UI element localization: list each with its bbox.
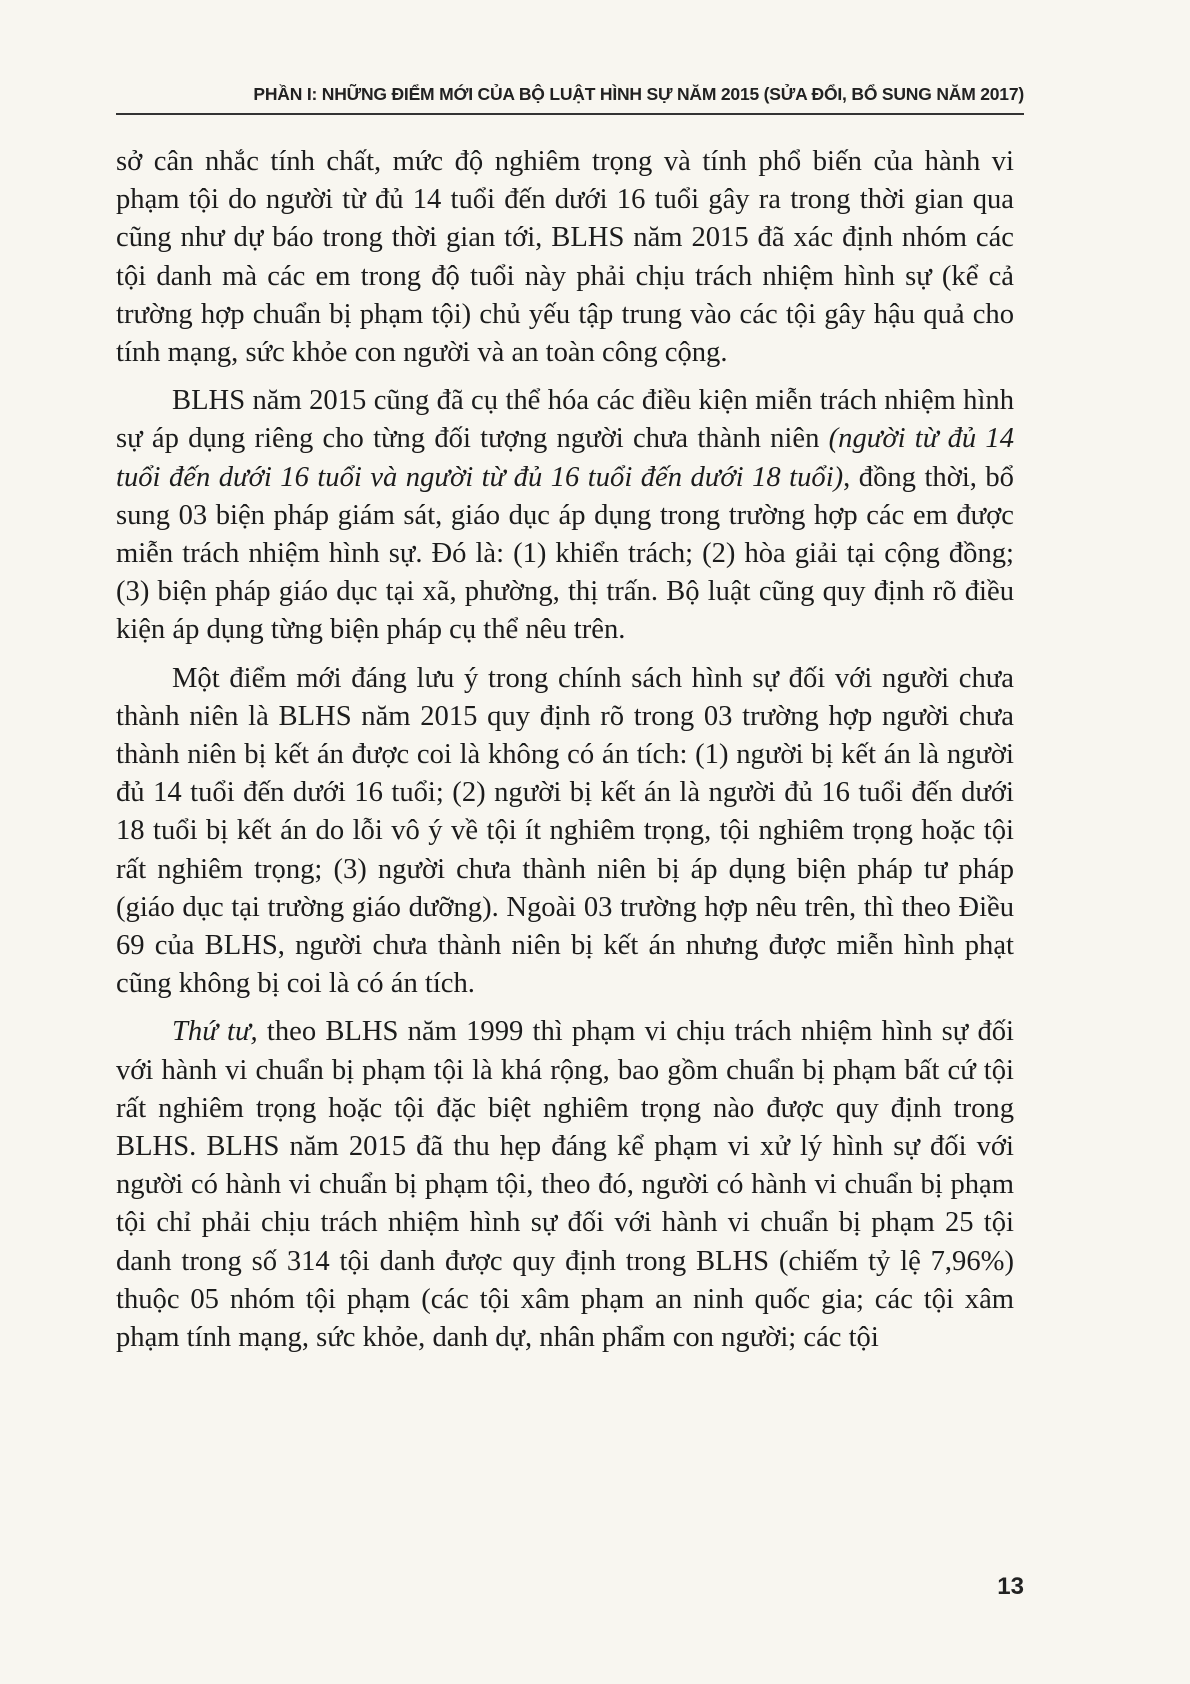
paragraph-4-lead: Thứ tư, bbox=[172, 1016, 258, 1048]
paragraph-2-text-c: , đồng thời, bổ sung 03 biện pháp giám sát, giáo dục áp dụng trong trường hợp các em được miễn trách nhiệm hình sự. Đó là: (1) khiển trách; (2) hòa giải tại cộng đồng; (3) biện pháp giáo dục tại xã, phường, thị trấn. Bộ luật cũng quy định rõ điều kiện áp dụng từng biện pháp cụ thể nêu trên. bbox=[116, 461, 1014, 646]
paragraph-4-text: theo BLHS năm 1999 thì phạm vi chịu trách nhiệm hình sự đối với hành vi chuẩn bị phạm tội là khá rộng, bao gồm chuẩn bị phạm bất cứ tội rất nghiêm trọng hoặc tội đặc biệt nghiêm trọng nào được quy định trong BLHS. BLHS năm 2015 đã thu hẹp đáng kể phạm vi xử lý hình sự đối với người có hành vi chuẩn bị phạm tội, theo đó, người có hành vi chuẩn bị phạm tội chỉ phải chịu trách nhiệm hình sự đối với hành vi chuẩn bị phạm 25 tội danh trong số 314 tội danh được quy định trong BLHS (chiếm tỷ lệ 7,96%) thuộc 05 nhóm tội phạm (các tội xâm phạm an ninh quốc gia; các tội xâm phạm tính mạng, sức khỏe, danh dự, nhân phẩm con người; các tội bbox=[116, 1016, 1014, 1354]
paragraph-2 bbox=[116, 382, 1014, 649]
paragraph-2-text-a: BLHS năm 2015 cũng đã cụ thể hóa các điều kiện miễn trách nhiệm hình sự áp dụng riêng cho từng đối tượng người chưa thành niên bbox=[116, 385, 1014, 455]
paragraph-2-italic: (người từ đủ 14 tuổi đến dưới 16 tuổi và người từ đủ 16 tuổi đến dưới 18 tuổi) bbox=[116, 423, 1015, 493]
running-header: PHẦN I: NHỮNG ĐIỂM MỚI CỦA BỘ LUẬT HÌNH SỰ NĂM 2015 (SỬA ĐỔI, BỔ SUNG NĂM 2017) bbox=[253, 84, 1024, 104]
page-body bbox=[116, 143, 1014, 1367]
paragraph-3: Một điểm mới đáng lưu ý trong chính sách hình sự đối với người chưa thành niên là BLHS năm 2015 quy định rõ trong 03 trường hợp người chưa thành niên bị kết án được coi là không có án tích: (1) người bị kết án là người đủ 14 tuổi đến dưới 16 tuổi; (2) người bị kết án là người đủ 16 tuổi đến dưới 18 tuổi bị kết án do lỗi vô ý về tội ít nghiêm trọng, tội nghiêm trọng hoặc tội rất nghiêm trọng; (3) người chưa thành niên bị áp dụng biện pháp tư pháp (giáo dục tại trường giáo dưỡng). Ngoài 03 trường hợp nêu trên, thì theo Điều 69 của BLHS, người chưa thành niên bị kết án nhưng được miễn hình phạt cũng không bị coi là có án tích. bbox=[116, 662, 1014, 1000]
paragraph-4 bbox=[116, 1013, 1014, 1357]
page-number: 13 bbox=[997, 1573, 1024, 1600]
header-rule bbox=[116, 113, 1024, 115]
paragraph-1: sở cân nhắc tính chất, mức độ nghiêm trọng và tính phổ biến của hành vi phạm tội do người từ đủ 14 tuổi đến dưới 16 tuổi gây ra trong thời gian qua cũng như dự báo trong thời gian tới, BLHS năm 2015 đã xác định nhóm các tội danh mà các em trong độ tuổi này phải chịu trách nhiệm hình sự (kể cả trường hợp chuẩn bị phạm tội) chủ yếu tập trung vào các tội gây hậu quả cho tính mạng, sức khỏe con người và an toàn công cộng. bbox=[116, 146, 1014, 369]
